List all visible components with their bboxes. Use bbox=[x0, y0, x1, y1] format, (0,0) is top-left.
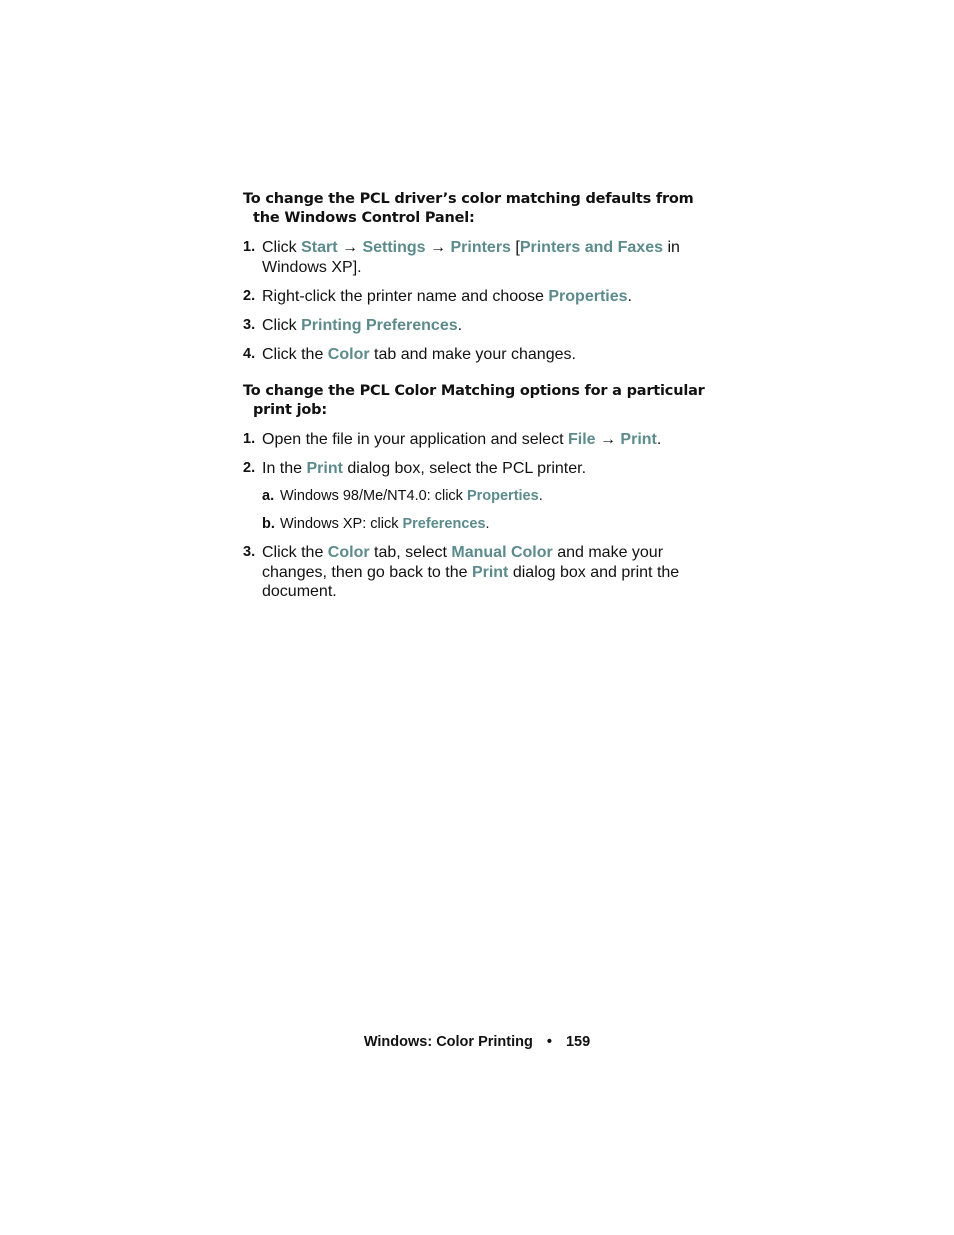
section-heading-print-job: To change the PCL Color Matching options for a particular print job: bbox=[243, 383, 705, 418]
step-number: 1. bbox=[243, 239, 256, 255]
substeps bbox=[262, 487, 713, 534]
step-text: Right-click the printer name and choose bbox=[262, 287, 549, 305]
section-heading-control-panel: To change the PCL driver’s color matching defaults from the Windows Control Panel: bbox=[243, 191, 694, 226]
page-footer bbox=[0, 1034, 954, 1050]
step-2 bbox=[243, 459, 713, 535]
step-number: 3. bbox=[243, 316, 256, 333]
step-text: . bbox=[627, 287, 632, 305]
step-text: Windows XP: click bbox=[280, 516, 403, 532]
ui-printing-preferences: Printing Preferences bbox=[301, 316, 458, 334]
step-number: 2. bbox=[243, 287, 256, 304]
step-text: Click bbox=[262, 316, 302, 334]
ui-color: Color bbox=[327, 544, 370, 561]
step-3 bbox=[243, 543, 713, 602]
step-text: Windows 98/Me/NT4.0: click bbox=[280, 488, 467, 504]
step-text: tab, select bbox=[369, 544, 452, 561]
step-number: 4. bbox=[243, 345, 256, 362]
arrow: → bbox=[337, 239, 363, 256]
step-number: 3. bbox=[243, 544, 256, 560]
step-text: . bbox=[485, 516, 490, 532]
ui-color: Color bbox=[327, 345, 370, 363]
arrow: → bbox=[425, 239, 451, 256]
step-text: [ bbox=[510, 239, 520, 256]
substep-a bbox=[262, 487, 713, 506]
ui-properties: Properties bbox=[466, 488, 539, 504]
step-number: 2. bbox=[243, 459, 256, 476]
arrow: → bbox=[595, 431, 621, 448]
footer-bullet: • bbox=[546, 1034, 552, 1050]
ui-printers: Printers bbox=[450, 239, 511, 256]
step-text: tab and make your changes. bbox=[369, 345, 576, 363]
footer-section-title: Windows: Color Printing bbox=[363, 1034, 533, 1050]
step-text: dialog box, select the PCL printer. bbox=[342, 459, 587, 477]
ui-printers-and-faxes: Printers and Faxes bbox=[519, 239, 663, 256]
step-text: Click the bbox=[262, 544, 328, 561]
step-4 bbox=[243, 345, 713, 365]
substep-letter: a. bbox=[262, 488, 275, 504]
step-1 bbox=[243, 238, 713, 277]
control-panel-steps bbox=[243, 238, 713, 364]
substep-b bbox=[262, 515, 713, 534]
ui-start: Start bbox=[301, 239, 338, 256]
step-text: . bbox=[457, 316, 463, 334]
page-content bbox=[243, 190, 713, 602]
substep-letter: b. bbox=[262, 516, 275, 532]
step-1 bbox=[243, 430, 713, 450]
step-text: . bbox=[656, 431, 662, 448]
ui-print: Print bbox=[306, 459, 343, 477]
step-text: dialog box and print the document. bbox=[262, 563, 680, 600]
ui-preferences: Preferences bbox=[402, 516, 486, 532]
step-text: In the bbox=[262, 459, 307, 477]
step-text: . bbox=[538, 488, 543, 504]
step-text: Click the bbox=[262, 345, 328, 363]
ui-print: Print bbox=[620, 431, 657, 448]
step-2 bbox=[243, 287, 713, 307]
step-text: and make your changes, then go back to the bbox=[262, 544, 664, 581]
step-text: Open the file in your application and select bbox=[262, 431, 568, 448]
page-number: 159 bbox=[565, 1034, 591, 1050]
ui-manual-color: Manual Color bbox=[451, 544, 553, 561]
print-job-steps bbox=[243, 430, 713, 602]
step-text: in Windows XP]. bbox=[262, 239, 680, 276]
ui-settings: Settings bbox=[362, 239, 426, 256]
step-3 bbox=[243, 316, 713, 336]
step-number: 1. bbox=[243, 431, 256, 447]
step-text: Click bbox=[262, 239, 302, 256]
ui-print: Print bbox=[471, 563, 509, 581]
ui-file: File bbox=[567, 431, 596, 448]
ui-properties: Properties bbox=[548, 287, 628, 305]
